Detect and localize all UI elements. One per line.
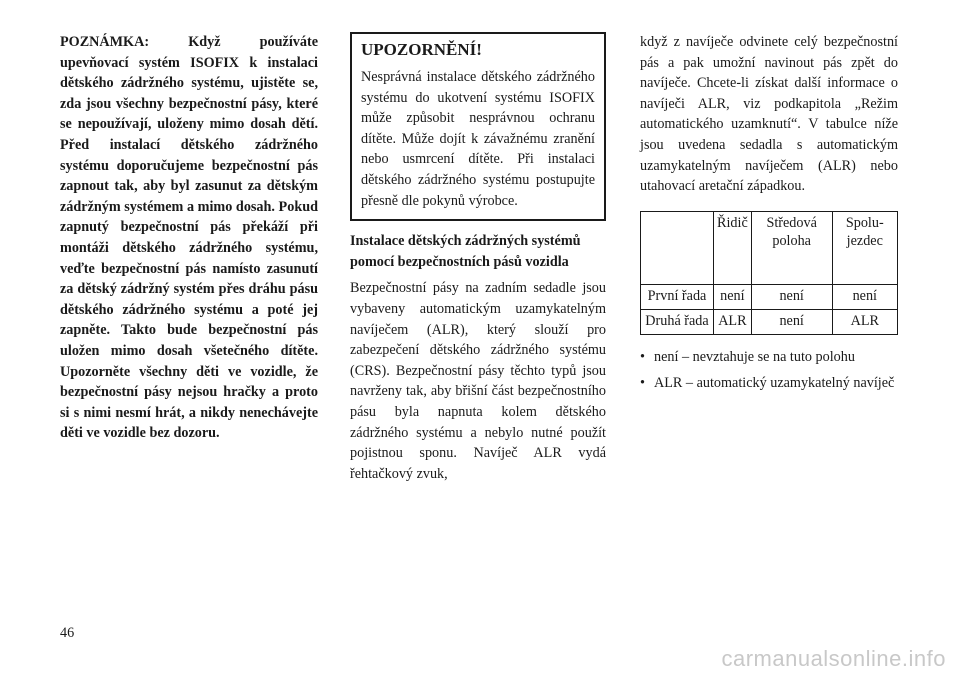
bullet-icon: • [640, 375, 645, 392]
section-heading: Instalace dětských zádržných systémů pomocí bezpečnostních pásů vozidla [350, 233, 581, 270]
legend-text: není – nevztahuje se na tuto polohu [654, 348, 855, 365]
table-header-center: Středová poloha [751, 211, 832, 284]
table-header-passenger: Spolujezdec [832, 211, 897, 284]
table-header-driver: Řidič [714, 211, 752, 284]
watermark: carmanualsonline.info [721, 646, 946, 671]
table-cell: není [751, 309, 832, 334]
table-cell: není [751, 284, 832, 309]
legend-list [640, 347, 898, 394]
table-cell: není [832, 284, 897, 309]
table-header-corner [641, 211, 714, 284]
note-paragraph: POZNÁMKA: Když používáte upevňovací systém ISOFIX k instalaci dětského zádržného systému, ujistěte se, zda jsou všechny bezpečnostní pásy, které se nepoužívají, uloženy mimo dosah dětí. Před instalací dětského zádržného systému doporučujeme bezpečnostní pás zapnout tak, aby byl zasunut za dětským zádržným systémem a mimo dosah. Pokud zapnutý bezpečnostní pás překáží při montáži dětského zádržného systému, veďte bezpečnostní pás namísto zasunutí za dětský zádržný systém přes dráhu pásu dětského zádržného systému a poté jej zapněte. Takto bude bezpečnostní pás uložen mimo dosah všetečného dítěte. Upozorněte všechny děti ve vozidle, že bezpečnostní pásy nejsou hračky a proto si s nimi nesmí hrát, a nikdy nenechávejte děti ve vozidle bez dozoru. [60, 34, 318, 442]
right-column [640, 32, 898, 400]
warning-title: UPOZORNĚNÍ! [361, 40, 482, 59]
table-row [641, 309, 898, 334]
section-body-part1: Bezpečnostní pásy na zadním sedadle jsou vybaveny automatickým uzamykatelným navíječem (ALR), který slouží pro zabezpečení dětského zádržného systému (CRS). Bezpečnostní pásy těchto typů jsou navrženy tak, aby břišní část bezpečnostního pásu byla napnuta kolem dětského zádržného systému a nebylo nutné použít pojistnou sponu. Navíječ ALR vydá řehtačkový zvuk, [350, 280, 606, 482]
bullet-icon: • [640, 348, 645, 365]
table-cell: ALR [714, 309, 752, 334]
list-item [640, 347, 898, 368]
row-label: První řada [641, 284, 714, 309]
table-cell: není [714, 284, 752, 309]
warning-text: Nesprávná instalace dětského zádržného systému do ukotvení systému ISOFIX může způsobit nesprávnou ochranu dítěte. Může dojít k závažnému zranění nebo usmrcení dítěte. Při instalaci dětského zádržného systému postupujte přesně dle pokynů výrobce. [361, 69, 595, 209]
page-number: 46 [60, 625, 75, 641]
section-body-part2: když z navíječe odvinete celý bezpečnostní pás a pak umožní navinout pás zpět do navíječe. Chcete-li získat další informace o navíječi ALR, viz podkapitola „Režim automatického uzamknutí“. V tabulce níže jsou uvedena sedadla s automatickým uzamykatelným navíječem (ALR) nebo utahovací aretační západkou. [640, 34, 898, 195]
warning-box [350, 32, 606, 221]
table-row [641, 284, 898, 309]
table-header-row [641, 211, 898, 284]
list-item [640, 373, 898, 394]
row-label: Druhá řada [641, 309, 714, 334]
seat-table [640, 211, 898, 335]
note-column [60, 32, 318, 444]
legend-text: ALR – automatický uzamykatelný navíječ [654, 375, 895, 392]
table-cell: ALR [832, 309, 897, 334]
middle-column [350, 32, 606, 484]
